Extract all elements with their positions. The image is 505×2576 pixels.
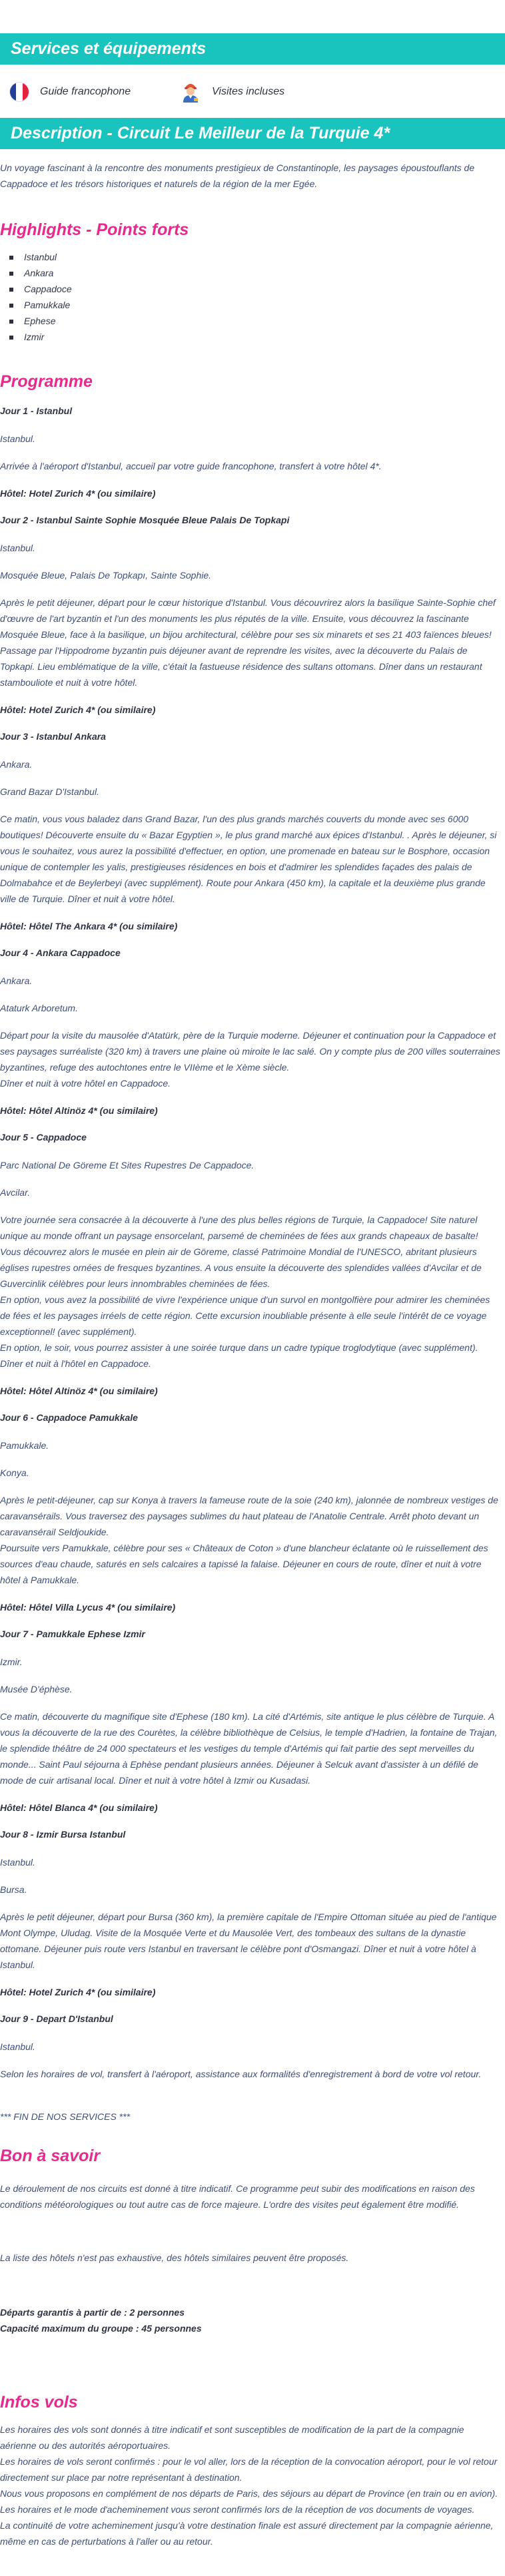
highlight-item: Izmir — [20, 329, 505, 345]
day-description: Selon les horaires de vol, transfert à l'aéroport, assistance aux formalités d'enregistrement à bord de votre vol retour. — [0, 2069, 482, 2079]
french-flag-icon — [9, 82, 29, 102]
day-title: Jour 1 - Istanbul — [0, 405, 73, 416]
programme-day — [0, 1827, 505, 1999]
programme-day — [0, 403, 505, 501]
tour-guide-icon — [180, 81, 201, 103]
day-place: Izmir. — [0, 1657, 23, 1667]
programme-day — [0, 729, 505, 933]
bon-a-savoir-heading: Bon à savoir — [0, 2147, 101, 2165]
day-place: Bursa. — [0, 1884, 27, 1895]
programme-day — [0, 1130, 505, 1398]
day-place: Istanbul. — [0, 543, 35, 553]
day-hotel: Hôtel: Hotel Zurich 4* (ou similaire) — [0, 1987, 156, 1997]
description-heading: Description - Circuit Le Meilleur de la Turquie 4* — [0, 118, 505, 149]
departs-garantis-line: Départs garantis à partir de : 2 personnes — [0, 2307, 185, 2318]
service-label: Guide francophone — [40, 86, 131, 97]
infos-vols-line: La continuité de votre acheminement jusqu'à votre destination finale est assuré directement par la compagnie aérienne, même en cas de perturbations à l'aller ou au retour. — [0, 2520, 494, 2547]
day-hotel: Hôtel: Hotel Zurich 4* (ou similaire) — [0, 704, 156, 715]
description-text: Un voyage fascinant à la rencontre des monuments prestigieux de Constantinople, les paysages époustouflants de Cappadoce et les trésors historiques et naturels de la région de la mer Egée. — [0, 162, 475, 189]
bon-a-savoir-text: Le déroulement de nos circuits est donné à titre indicatif. Ce programme peut subir des modifications en raison des conditions météorologiques ou tout autre cas de force majeure. L'ordre des visites peut également être modifié. — [0, 2183, 475, 2210]
capacite-line: Capacité maximum du groupe : 45 personnes — [0, 2323, 202, 2334]
day-hotel: Hôtel: Hôtel The Ankara 4* (ou similaire) — [0, 921, 178, 931]
day-place: Ataturk Arboretum. — [0, 1003, 78, 1013]
infos-vols-heading: Infos vols — [0, 2393, 78, 2412]
day-place: Istanbul. — [0, 1857, 35, 1868]
services-heading: Services et équipements — [0, 33, 505, 65]
day-place: Musée D'éphèse. — [0, 1684, 73, 1694]
service-item-guide — [9, 82, 180, 102]
day-place: Parc National De Göreme Et Sites Rupestres De Cappadoce. — [0, 1160, 254, 1170]
day-place: Konya. — [0, 1467, 29, 1478]
infos-vols-line: Les horaires et le mode d'acheminement vous seront confirmés lors de la réception de vos documents de voyages. — [0, 2504, 475, 2515]
day-place: Istanbul. — [0, 433, 35, 444]
services-row — [0, 65, 505, 118]
highlight-item: Cappadoce — [20, 281, 505, 297]
programme-day — [0, 513, 505, 717]
programme-day — [0, 1410, 505, 1615]
infos-vols-text — [0, 2422, 505, 2549]
day-title: Jour 3 - Istanbul Ankara — [0, 731, 106, 742]
infos-vols-line: Nous vous proposons en complément de nos départs de Paris, des séjours au départ de Province (en train ou en avion). — [0, 2488, 498, 2499]
programme-days — [0, 391, 505, 2082]
service-label: Visites incluses — [212, 86, 285, 97]
programme-day — [0, 945, 505, 1118]
day-hotel: Hôtel: Hôtel Villa Lycus 4* (ou similaire) — [0, 1602, 176, 1613]
day-description: Après le petit déjeuner, départ pour Bursa (360 km), la première capitale de l'Empire Ottoman située au pied de l'antique Mont Olympe, Uludag. Visite de la Mosquée Verte et du Mausolée Vert, des tombeaux des sultans de la dynastie ottomane. Déjeuner puis route vers Istanbul en traversant le célèbre pont d'Osmangazi. Dîner et nuit à votre hôtel à Istanbul. — [0, 1912, 497, 1970]
day-place: Ankara. — [0, 759, 33, 770]
fin-services: *** FIN DE NOS SERVICES *** — [0, 2111, 131, 2122]
day-place: Avcilar. — [0, 1187, 31, 1198]
departs-garantis — [0, 2304, 505, 2336]
highlight-item: Istanbul — [20, 249, 505, 265]
day-hotel: Hôtel: Hôtel Altinöz 4* (ou similaire) — [0, 1386, 158, 1396]
day-description: Votre journée sera consacrée à la découverte à l'une des plus belles régions de Turquie, la Cappadoce! Site naturel unique au monde offrant un paysage ensorcelant, parsemé de cheminées de fées aux grands chapeaux de basalte! Vous découvrez alors le musée en plein air de Göreme, classé Patrimoine Mondial de l'UNESCO, abritant plusieurs églises rupestres ornées de fresques byzantines. A vous ensuite la découverte des splendides vallées d'Avcilar et de Guvercinlik célèbres pour leurs innombrables cheminées de fées. En option, vous avez la possibilité de vivre l'expérience unique d'un survol en montgolfière pour admirer les cheminées de fées et les paysages irréels de cette région. Cette excursion inoubliable présente à elle seule l'intérêt de ce voyage exceptionnel! (avec supplément). En option, le soir, vous pourrez assister à une soirée turque dans un cadre typique troglodytique (avec supplément). Dîner et nuit à l'hôtel en Cappadoce. — [0, 1214, 490, 1369]
day-title: Jour 9 - Depart D'Istanbul — [0, 2013, 113, 2024]
day-description: Après le petit-déjeuner, cap sur Konya à travers la fameuse route de la soie (240 km), jalonnée de nombreux vestiges de caravansérails. Vous traversez des paysages sublimes du haut plateau de l'Anatolie Centrale. Arrêt photo devant un caravansérail Seldjoukide. Poursuite vers Pamukkale, célèbre pour ses « Châteaux de Coton » d'une blancheur éclatante où le ruissellement des sources d'eau chaude, saturés en sels calcaires a tapissé la falaise. Déjeuner en cours de route, dîner et nuit à votre hôtel à Pamukkale. — [0, 1495, 498, 1585]
day-hotel: Hôtel: Hôtel Blanca 4* (ou similaire) — [0, 1802, 158, 1813]
highlights-heading: Highlights - Points forts — [0, 220, 189, 239]
day-description: Ce matin, découverte du magnifique site d'Ephese (180 km). La cité d'Artémis, site antique le plus célèbre de Turquie. A vous la découverte de la rue des Courètes, la célèbre bibliothèque de Celsius, le temple d'Hadrien, la fontaine de Trajan, le splendide théâtre de 24 000 spectateurs et les vestiges du temple d'Artémis qui fait partie des sept merveilles du monde... Saint Paul séjourna à Ephèse pendant plusieurs années. Déjeuner à Selcuk avant d'assister à un défilé de mode de cuir artisanal local. Dîner et nuit à votre hôtel à Izmir ou Kusadasi. — [0, 1711, 498, 1786]
day-title: Jour 5 - Cappadoce — [0, 1132, 87, 1143]
day-title: Jour 4 - Ankara Cappadoce — [0, 947, 121, 958]
service-item-visites — [180, 81, 350, 103]
day-description: Arrivée à l'aéroport d'Istanbul, accueil par votre guide francophone, transfert à votre hôtel 4*. — [0, 461, 382, 471]
day-place: Ankara. — [0, 975, 33, 986]
day-hotel: Hôtel: Hôtel Altinöz 4* (ou similaire) — [0, 1105, 158, 1116]
programme-day — [0, 1627, 505, 1815]
day-place: Pamukkale. — [0, 1440, 49, 1451]
day-title: Jour 2 - Istanbul Sainte Sophie Mosquée Bleue Palais De Topkapi — [0, 515, 290, 525]
day-place: Grand Bazar D'Istanbul. — [0, 786, 99, 797]
day-title: Jour 7 - Pamukkale Ephese Izmir — [0, 1629, 145, 1639]
infos-vols-line: Les horaires de vols seront confirmés : pour le vol aller, lors de la réception de la convocation aéroport, pour le vol retour directement sur place par notre représentant à destination. — [0, 2456, 498, 2483]
programme-heading: Programme — [0, 372, 93, 391]
day-description: Départ pour la visite du mausolée d'Atatürk, père de la Turquie moderne. Déjeuner et continuation pour la Cappadoce et ses paysages surréaliste (320 km) à travers une plaine où miroite le lac salé. On y compte plus de 200 villes souterraines byzantines, refuge des autochtones entre le VIIème et le Xème siècle. Dîner et nuit à votre hôtel en Cappadoce. — [0, 1030, 500, 1089]
day-hotel: Hôtel: Hotel Zurich 4* (ou similaire) — [0, 488, 156, 499]
day-description: Ce matin, vous vous baladez dans Grand Bazar, l'un des plus grands marchés couverts du monde avec ses 6000 boutiques! Découverte ensuite du « Bazar Egyptien », le plus grand marché aux épices d'Istanbul. . Après le déjeuner, si vous le souhaitez, vous aurez la possibilité d'effectuer, en option, une promenade en bateau sur le Bosphore, occasion unique de contempler les yalis, prestigieuses résidences en bois et d'admirer les splendides façades des palais de Dolmabahce et de Beylerbeyi (avec supplément). Route pour Ankara (450 km), la capitale et la deuxième plus grande ville de Turquie. Dîner et nuit à votre hôtel. — [0, 814, 497, 904]
highlight-item: Ephese — [20, 313, 505, 329]
day-title: Jour 8 - Izmir Bursa Istanbul — [0, 1829, 126, 1840]
day-place: Mosquée Bleue, Palais De Topkapı, Sainte Sophie. — [0, 570, 212, 581]
programme-day — [0, 2011, 505, 2082]
highlight-item: Ankara — [20, 265, 505, 281]
page — [0, 33, 505, 2576]
day-description: Après le petit déjeuner, départ pour le cœur historique d'Istanbul. Vous découvrirez alors la basilique Sainte-Sophie chef d'œuvre de l'art byzantin et l'un des monuments les plus réputés de la ville. Ensuite, vous découvrez la fascinante Mosquée Bleue, face à la basilique, un bijou architectural, célèbre pour ses six minarets et ses 21 403 faïences bleues! Passage par l'Hippodrome byzantin puis déjeuner avant de reprendre les visites, avec la découverte du Palais de Topkapi. Lieu emblématique de la ville, c'était la fastueuse résidence des sultans ottomans. Dîner dans un restaurant stambouliote et nuit à votre hôtel. — [0, 597, 496, 688]
day-title: Jour 6 - Cappadoce Pamukkale — [0, 1412, 138, 1423]
infos-vols-line: Les horaires des vols sont donnés à titre indicatif et sont susceptibles de modification de la part de la compagnie aérienne ou des autorités aéroportuaires. — [0, 2424, 464, 2451]
highlights-list — [0, 249, 505, 345]
hotels-list-note: La liste des hôtels n'est pas exhaustive, des hôtels similaires peuvent être proposés. — [0, 2252, 349, 2263]
day-place: Istanbul. — [0, 2041, 35, 2052]
highlight-item: Pamukkale — [20, 297, 505, 313]
